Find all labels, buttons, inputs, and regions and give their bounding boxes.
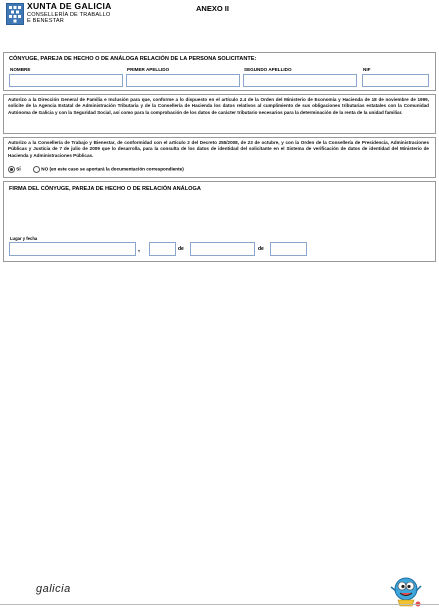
first-name-label: NOMBRE	[10, 67, 31, 72]
identity-consent-text: Autorizo a la Consellería de Trabajo y Bienestar, de conformidad con el artículo 2 del Decreto 255/2008, de 23 de octubre, y con la Orden de la Consellería de Presidencia, Administraciones Públicas y Justicia de 7 de julio de 2009 que lo desarrolla, para la consulta de los datos de identidad del solicitante en el Sistema de verificación de datos de identidad del Ministerio de Hacienda y Administraciones Públicas.	[8, 140, 429, 158]
nif-label: NIF	[363, 67, 371, 72]
org-name: XUNTA DE GALICIA	[27, 1, 112, 11]
day-field[interactable]	[149, 242, 176, 256]
no-label: NO (en este caso se aportará la documentación correspondiente)	[41, 166, 184, 172]
yes-radio[interactable]	[8, 166, 15, 173]
consent-yes-option[interactable]	[8, 166, 21, 173]
first-surname-label: PRIMER APELLIDO	[127, 67, 170, 72]
yes-label: SÍ	[16, 166, 21, 172]
footer-divider	[0, 604, 439, 605]
de-label-2: de	[258, 246, 264, 252]
spouse-section-title: CÓNYUGE, PAREJA DE HECHO O DE ANÁLOGA RELACIÓN DE LA PERSONA SOLICITANTE:	[9, 56, 257, 62]
month-field[interactable]	[190, 242, 255, 256]
department-name	[27, 12, 110, 24]
nif-field[interactable]	[362, 74, 429, 87]
first-name-field[interactable]	[9, 74, 123, 87]
comma-separator: ,	[138, 246, 140, 253]
department-line-2: E BENESTAR	[27, 18, 65, 25]
second-surname-label: SEGUNDO APELLIDO	[244, 67, 292, 72]
annex-title: ANEXO II	[196, 4, 229, 13]
place-date-label: Lugar y fecha	[10, 236, 38, 241]
second-surname-field[interactable]	[243, 74, 357, 87]
year-field[interactable]	[270, 242, 307, 256]
place-field[interactable]	[9, 242, 136, 256]
no-radio[interactable]	[33, 166, 40, 173]
xunta-logo-icon	[6, 3, 24, 25]
tax-consent-text: Autorizo a la Dirección General de Familia e Inclusión para que, conforme a lo dispuesto en el artículo 2.4 de la Orden del Ministerio de Economía y Hacienda de 18 de noviembre de 1999, solicite de la Agencia Estatal de Administración Tributaria y de la Consellería de Hacienda los datos relativos al cumplimiento de sus obligaciones tributarias estatales con la Comunidad Autónoma de Galicia y con la Seguridad Social, así como para la comprobación de los datos de carácter tributario necesarios para la determinación de la renta de la unidad familiar.	[8, 97, 429, 115]
signature-title: FIRMA DEL CÓNYUGE, PAREJA DE HECHO O DE RELACIÓN ANÁLOGA	[9, 186, 201, 192]
first-surname-field[interactable]	[126, 74, 240, 87]
department-line-1: CONSELLERÍA DE TRABALLO	[27, 12, 111, 18]
de-label-1: de	[178, 246, 184, 252]
consent-no-option[interactable]	[33, 166, 184, 173]
galicia-brand-logo: galicia	[36, 583, 71, 595]
